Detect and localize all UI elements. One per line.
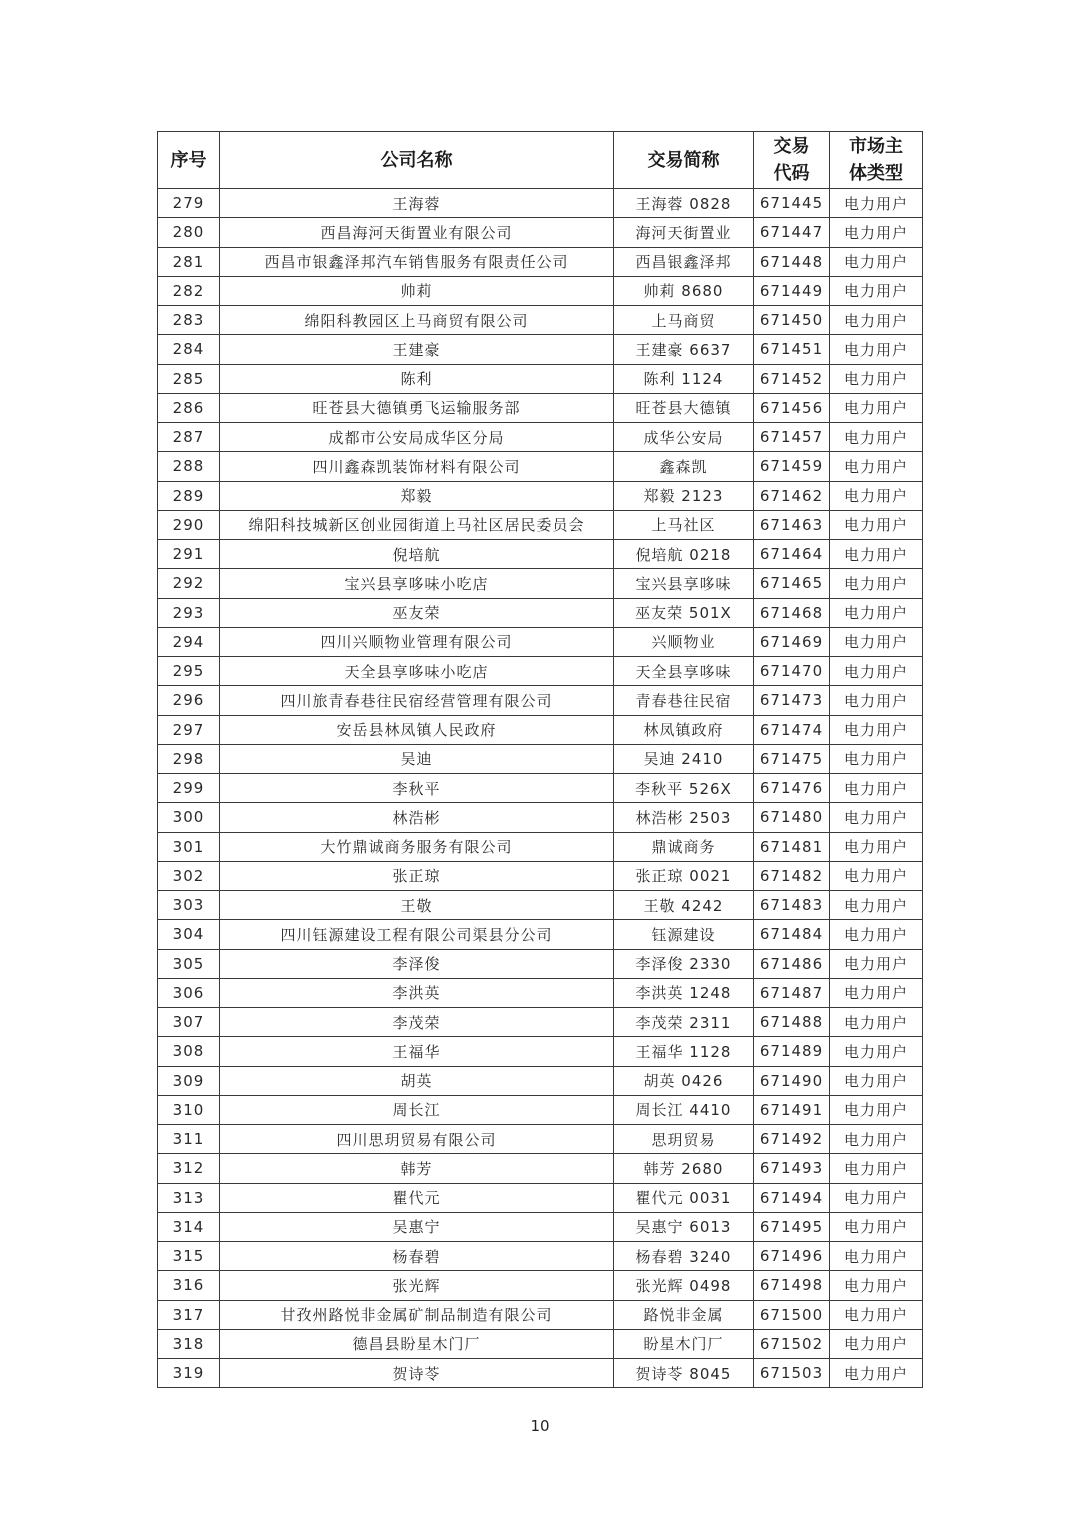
cell-company-name: 陈利	[220, 364, 614, 393]
cell-short-name: 张光辉 0498	[614, 1271, 754, 1300]
cell-entity-type: 电力用户	[830, 189, 923, 218]
cell-entity-type: 电力用户	[830, 657, 923, 686]
table-row	[158, 1095, 923, 1124]
cell-entity-type: 电力用户	[830, 1095, 923, 1124]
table-row	[158, 598, 923, 627]
cell-trade-code: 671489	[754, 1037, 830, 1066]
table-row	[158, 1242, 923, 1271]
cell-company-name: 大竹鼎诚商务服务有限公司	[220, 832, 614, 861]
cell-short-name: 王海蓉 0828	[614, 189, 754, 218]
table-row	[158, 1212, 923, 1241]
cell-short-name: 成华公安局	[614, 423, 754, 452]
cell-trade-code: 671450	[754, 306, 830, 335]
cell-trade-code: 671468	[754, 598, 830, 627]
cell-company-name: 贺诗苓	[220, 1359, 614, 1388]
cell-company-name: 王福华	[220, 1037, 614, 1066]
cell-trade-code: 671487	[754, 978, 830, 1007]
header-entity-type-line1: 市场主	[849, 136, 903, 157]
cell-trade-code: 671476	[754, 774, 830, 803]
cell-company-name: 帅莉	[220, 276, 614, 305]
cell-seq: 283	[158, 306, 220, 335]
cell-trade-code: 671456	[754, 393, 830, 422]
cell-company-name: 宝兴县享哆味小吃店	[220, 569, 614, 598]
table-row	[158, 189, 923, 218]
table-row	[158, 481, 923, 510]
table-row	[158, 569, 923, 598]
cell-short-name: 韩芳 2680	[614, 1154, 754, 1183]
cell-seq: 284	[158, 335, 220, 364]
table-row	[158, 744, 923, 773]
header-entity-type	[830, 132, 923, 189]
header-trade-code-line1: 交易	[773, 136, 810, 157]
table-row	[158, 247, 923, 276]
cell-seq: 306	[158, 978, 220, 1007]
table-row	[158, 1271, 923, 1300]
cell-short-name: 王建豪 6637	[614, 335, 754, 364]
cell-company-name: 郑毅	[220, 481, 614, 510]
cell-short-name: 郑毅 2123	[614, 481, 754, 510]
cell-trade-code: 671480	[754, 803, 830, 832]
cell-seq: 319	[158, 1359, 220, 1388]
cell-short-name: 林浩彬 2503	[614, 803, 754, 832]
cell-seq: 293	[158, 598, 220, 627]
cell-entity-type: 电力用户	[830, 1359, 923, 1388]
table-header-row	[158, 132, 923, 189]
cell-company-name: 旺苍县大德镇勇飞运输服务部	[220, 393, 614, 422]
cell-seq: 279	[158, 189, 220, 218]
cell-entity-type: 电力用户	[830, 569, 923, 598]
cell-short-name: 鼎诚商务	[614, 832, 754, 861]
cell-seq: 316	[158, 1271, 220, 1300]
header-trade-code	[754, 132, 830, 189]
cell-company-name: 吴惠宁	[220, 1212, 614, 1241]
table-row	[158, 861, 923, 890]
header-company-name: 公司名称	[220, 132, 614, 189]
cell-short-name: 上马商贸	[614, 306, 754, 335]
cell-company-name: 安岳县林凤镇人民政府	[220, 715, 614, 744]
cell-company-name: 张正琼	[220, 861, 614, 890]
cell-trade-code: 671482	[754, 861, 830, 890]
cell-short-name: 周长江 4410	[614, 1095, 754, 1124]
cell-trade-code: 671483	[754, 891, 830, 920]
cell-short-name: 杨春碧 3240	[614, 1242, 754, 1271]
table-row	[158, 1300, 923, 1329]
cell-entity-type: 电力用户	[830, 1037, 923, 1066]
cell-company-name: 王海蓉	[220, 189, 614, 218]
cell-short-name: 青春巷往民宿	[614, 686, 754, 715]
cell-company-name: 天全县享哆味小吃店	[220, 657, 614, 686]
cell-entity-type: 电力用户	[830, 1242, 923, 1271]
table-row	[158, 1008, 923, 1037]
cell-trade-code: 671498	[754, 1271, 830, 1300]
table-row	[158, 510, 923, 539]
cell-seq: 318	[158, 1329, 220, 1358]
cell-seq: 312	[158, 1154, 220, 1183]
cell-trade-code: 671451	[754, 335, 830, 364]
cell-company-name: 德昌县盼星木门厂	[220, 1329, 614, 1358]
table-row	[158, 218, 923, 247]
table-row	[158, 627, 923, 656]
table-row	[158, 891, 923, 920]
cell-seq: 310	[158, 1095, 220, 1124]
cell-trade-code: 671488	[754, 1008, 830, 1037]
cell-trade-code: 671481	[754, 832, 830, 861]
cell-seq: 299	[158, 774, 220, 803]
header-seq: 序号	[158, 132, 220, 189]
cell-trade-code: 671503	[754, 1359, 830, 1388]
cell-entity-type: 电力用户	[830, 774, 923, 803]
cell-company-name: 李秋平	[220, 774, 614, 803]
cell-short-name: 李泽俊 2330	[614, 949, 754, 978]
table-row	[158, 1066, 923, 1095]
table-row	[158, 276, 923, 305]
table-row	[158, 1183, 923, 1212]
table-row	[158, 774, 923, 803]
table-row	[158, 1037, 923, 1066]
cell-seq: 286	[158, 393, 220, 422]
cell-entity-type: 电力用户	[830, 1212, 923, 1241]
cell-seq: 305	[158, 949, 220, 978]
table-row	[158, 1329, 923, 1358]
cell-short-name: 钰源建设	[614, 920, 754, 949]
cell-short-name: 王福华 1128	[614, 1037, 754, 1066]
cell-entity-type: 电力用户	[830, 744, 923, 773]
cell-trade-code: 671475	[754, 744, 830, 773]
cell-short-name: 李茂荣 2311	[614, 1008, 754, 1037]
cell-entity-type: 电力用户	[830, 715, 923, 744]
cell-seq: 311	[158, 1125, 220, 1154]
cell-entity-type: 电力用户	[830, 1329, 923, 1358]
cell-entity-type: 电力用户	[830, 1183, 923, 1212]
table-row	[158, 803, 923, 832]
table-row	[158, 1154, 923, 1183]
table-row	[158, 949, 923, 978]
cell-trade-code: 671473	[754, 686, 830, 715]
cell-short-name: 旺苍县大德镇	[614, 393, 754, 422]
cell-company-name: 林浩彬	[220, 803, 614, 832]
cell-trade-code: 671492	[754, 1125, 830, 1154]
cell-company-name: 倪培航	[220, 540, 614, 569]
cell-seq: 281	[158, 247, 220, 276]
table-row	[158, 920, 923, 949]
cell-short-name: 宝兴县享哆味	[614, 569, 754, 598]
cell-short-name: 兴顺物业	[614, 627, 754, 656]
cell-company-name: 甘孜州路悦非金属矿制品制造有限公司	[220, 1300, 614, 1329]
cell-seq: 300	[158, 803, 220, 832]
cell-seq: 308	[158, 1037, 220, 1066]
cell-seq: 313	[158, 1183, 220, 1212]
cell-short-name: 吴迪 2410	[614, 744, 754, 773]
table-row	[158, 686, 923, 715]
cell-short-name: 上马社区	[614, 510, 754, 539]
cell-seq: 304	[158, 920, 220, 949]
cell-trade-code: 671484	[754, 920, 830, 949]
cell-entity-type: 电力用户	[830, 1300, 923, 1329]
cell-company-name: 四川旅青春巷往民宿经营管理有限公司	[220, 686, 614, 715]
cell-trade-code: 671500	[754, 1300, 830, 1329]
cell-trade-code: 671494	[754, 1183, 830, 1212]
cell-seq: 298	[158, 744, 220, 773]
cell-trade-code: 671457	[754, 423, 830, 452]
cell-trade-code: 671502	[754, 1329, 830, 1358]
cell-company-name: 西昌市银鑫泽邦汽车销售服务有限责任公司	[220, 247, 614, 276]
page-number: 10	[530, 1417, 550, 1435]
cell-seq: 302	[158, 861, 220, 890]
table-row	[158, 657, 923, 686]
cell-seq: 303	[158, 891, 220, 920]
cell-company-name: 成都市公安局成华区分局	[220, 423, 614, 452]
cell-company-name: 李泽俊	[220, 949, 614, 978]
table-row	[158, 306, 923, 335]
cell-trade-code: 671449	[754, 276, 830, 305]
cell-entity-type: 电力用户	[830, 803, 923, 832]
cell-trade-code: 671462	[754, 481, 830, 510]
cell-entity-type: 电力用户	[830, 1271, 923, 1300]
cell-trade-code: 671464	[754, 540, 830, 569]
cell-trade-code: 671447	[754, 218, 830, 247]
cell-trade-code: 671469	[754, 627, 830, 656]
cell-short-name: 李洪英 1248	[614, 978, 754, 1007]
cell-company-name: 四川钰源建设工程有限公司渠县分公司	[220, 920, 614, 949]
cell-short-name: 路悦非金属	[614, 1300, 754, 1329]
cell-company-name: 李洪英	[220, 978, 614, 1007]
cell-company-name: 王敬	[220, 891, 614, 920]
cell-company-name: 绵阳科教园区上马商贸有限公司	[220, 306, 614, 335]
cell-seq: 307	[158, 1008, 220, 1037]
cell-entity-type: 电力用户	[830, 335, 923, 364]
cell-entity-type: 电力用户	[830, 832, 923, 861]
cell-trade-code: 671474	[754, 715, 830, 744]
table-row	[158, 540, 923, 569]
cell-entity-type: 电力用户	[830, 978, 923, 1007]
cell-short-name: 鑫森凯	[614, 452, 754, 481]
cell-trade-code: 671452	[754, 364, 830, 393]
cell-company-name: 四川思玥贸易有限公司	[220, 1125, 614, 1154]
cell-company-name: 张光辉	[220, 1271, 614, 1300]
cell-entity-type: 电力用户	[830, 481, 923, 510]
cell-short-name: 巫友荣 501X	[614, 598, 754, 627]
cell-company-name: 胡英	[220, 1066, 614, 1095]
cell-seq: 315	[158, 1242, 220, 1271]
cell-entity-type: 电力用户	[830, 1154, 923, 1183]
cell-seq: 294	[158, 627, 220, 656]
cell-entity-type: 电力用户	[830, 861, 923, 890]
cell-short-name: 思玥贸易	[614, 1125, 754, 1154]
cell-seq: 317	[158, 1300, 220, 1329]
cell-company-name: 西昌海河天街置业有限公司	[220, 218, 614, 247]
cell-company-name: 韩芳	[220, 1154, 614, 1183]
header-entity-type-line2: 体类型	[849, 163, 903, 184]
cell-trade-code: 671495	[754, 1212, 830, 1241]
cell-entity-type: 电力用户	[830, 247, 923, 276]
cell-entity-type: 电力用户	[830, 306, 923, 335]
cell-company-name: 瞿代元	[220, 1183, 614, 1212]
cell-short-name: 瞿代元 0031	[614, 1183, 754, 1212]
cell-trade-code: 671445	[754, 189, 830, 218]
cell-company-name: 李茂荣	[220, 1008, 614, 1037]
cell-entity-type: 电力用户	[830, 218, 923, 247]
cell-seq: 287	[158, 423, 220, 452]
cell-trade-code: 671448	[754, 247, 830, 276]
table-row	[158, 1125, 923, 1154]
table-row	[158, 452, 923, 481]
cell-short-name: 天全县享哆味	[614, 657, 754, 686]
table-row	[158, 423, 923, 452]
cell-entity-type: 电力用户	[830, 891, 923, 920]
cell-company-name: 王建豪	[220, 335, 614, 364]
cell-trade-code: 671470	[754, 657, 830, 686]
cell-entity-type: 电力用户	[830, 598, 923, 627]
header-short-name: 交易简称	[614, 132, 754, 189]
cell-company-name: 四川鑫森凯装饰材料有限公司	[220, 452, 614, 481]
participant-table	[157, 131, 923, 1388]
cell-entity-type: 电力用户	[830, 452, 923, 481]
cell-entity-type: 电力用户	[830, 393, 923, 422]
cell-trade-code: 671490	[754, 1066, 830, 1095]
cell-seq: 291	[158, 540, 220, 569]
cell-seq: 295	[158, 657, 220, 686]
cell-seq: 282	[158, 276, 220, 305]
cell-short-name: 西昌银鑫泽邦	[614, 247, 754, 276]
cell-seq: 289	[158, 481, 220, 510]
cell-short-name: 盼星木门厂	[614, 1329, 754, 1358]
cell-seq: 292	[158, 569, 220, 598]
cell-seq: 288	[158, 452, 220, 481]
table-row	[158, 1359, 923, 1388]
cell-entity-type: 电力用户	[830, 627, 923, 656]
cell-entity-type: 电力用户	[830, 686, 923, 715]
cell-entity-type: 电力用户	[830, 364, 923, 393]
cell-seq: 309	[158, 1066, 220, 1095]
cell-short-name: 张正琼 0021	[614, 861, 754, 890]
cell-company-name: 吴迪	[220, 744, 614, 773]
cell-trade-code: 671465	[754, 569, 830, 598]
cell-company-name: 绵阳科技城新区创业园街道上马社区居民委员会	[220, 510, 614, 539]
cell-trade-code: 671463	[754, 510, 830, 539]
table-row	[158, 832, 923, 861]
cell-seq: 285	[158, 364, 220, 393]
cell-entity-type: 电力用户	[830, 510, 923, 539]
cell-seq: 314	[158, 1212, 220, 1241]
cell-seq: 296	[158, 686, 220, 715]
cell-seq: 290	[158, 510, 220, 539]
cell-seq: 280	[158, 218, 220, 247]
cell-entity-type: 电力用户	[830, 1066, 923, 1095]
table-row	[158, 393, 923, 422]
header-trade-code-line2: 代码	[773, 163, 810, 184]
cell-entity-type: 电力用户	[830, 423, 923, 452]
table-body	[158, 189, 923, 1388]
cell-short-name: 王敬 4242	[614, 891, 754, 920]
cell-short-name: 胡英 0426	[614, 1066, 754, 1095]
cell-company-name: 周长江	[220, 1095, 614, 1124]
table-row	[158, 335, 923, 364]
cell-short-name: 海河天街置业	[614, 218, 754, 247]
cell-entity-type: 电力用户	[830, 276, 923, 305]
cell-trade-code: 671486	[754, 949, 830, 978]
cell-trade-code: 671459	[754, 452, 830, 481]
cell-seq: 301	[158, 832, 220, 861]
cell-short-name: 贺诗苓 8045	[614, 1359, 754, 1388]
cell-entity-type: 电力用户	[830, 920, 923, 949]
cell-seq: 297	[158, 715, 220, 744]
table-row	[158, 978, 923, 1007]
cell-entity-type: 电力用户	[830, 540, 923, 569]
cell-trade-code: 671491	[754, 1095, 830, 1124]
cell-short-name: 陈利 1124	[614, 364, 754, 393]
cell-company-name: 四川兴顺物业管理有限公司	[220, 627, 614, 656]
cell-short-name: 吴惠宁 6013	[614, 1212, 754, 1241]
cell-trade-code: 671493	[754, 1154, 830, 1183]
cell-entity-type: 电力用户	[830, 949, 923, 978]
cell-company-name: 杨春碧	[220, 1242, 614, 1271]
cell-entity-type: 电力用户	[830, 1125, 923, 1154]
cell-entity-type: 电力用户	[830, 1008, 923, 1037]
cell-company-name: 巫友荣	[220, 598, 614, 627]
cell-short-name: 李秋平 526X	[614, 774, 754, 803]
cell-short-name: 林凤镇政府	[614, 715, 754, 744]
table-row	[158, 715, 923, 744]
cell-short-name: 帅莉 8680	[614, 276, 754, 305]
table-row	[158, 364, 923, 393]
cell-trade-code: 671496	[754, 1242, 830, 1271]
cell-short-name: 倪培航 0218	[614, 540, 754, 569]
